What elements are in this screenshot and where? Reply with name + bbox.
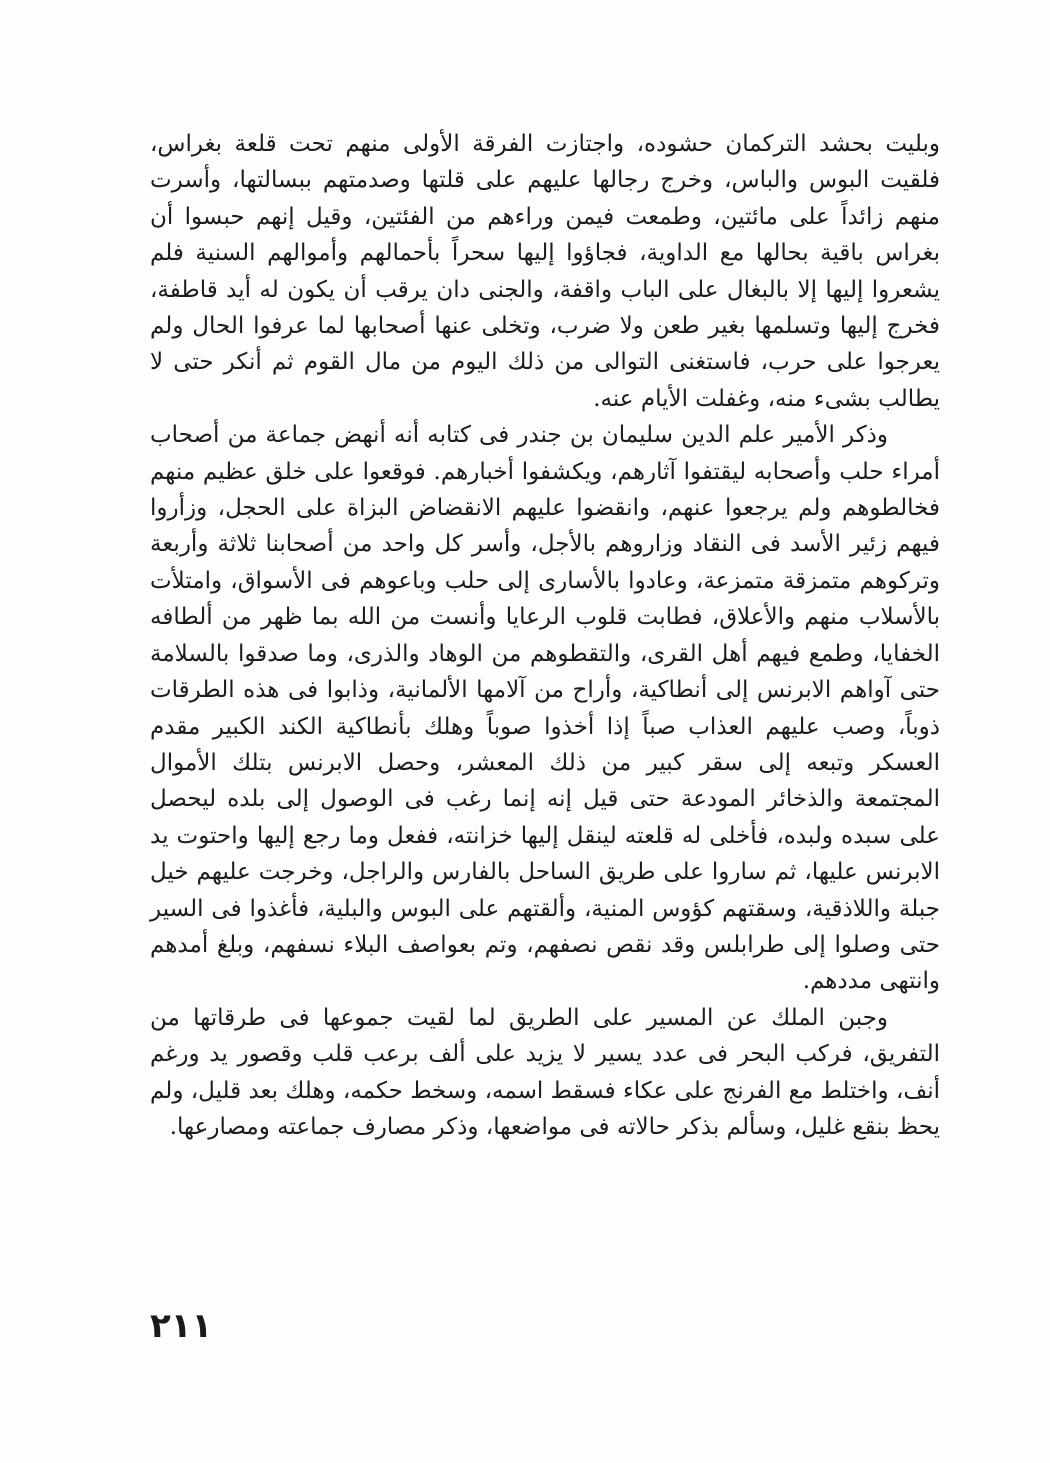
page-number: ٢١١ [150,1306,213,1346]
body-text [150,126,940,1145]
paragraph-2: وذكر الأمير علم الدين سليمان بن جندر فى كتابه أنه أنهض جماعة من أصحاب أمراء حلب وأصحابه ليقتفوا آثارهم، ويكشفوا أخبارهم. فوقعوا على خلق عظيم منهم فخالطوهم ولم يرجعوا عنهم، وانقضوا عليهم الانقضاض البزاة على الحجل، وزأروا فيهم زئير الأسد فى النقاد وزاروهم بالأجل، وأسر كل واحد من أصحابنا ثلاثة وأربعة وتركوهم متمزقة متمزعة، وعادوا بالأسارى إلى حلب وباعوهم فى الأسواق، وامتلأت بالأسلاب منهم والأعلاق، فطابت قلوب الرعايا وأنست من الله بما ظهر من ألطافه الخفايا، وطمع فيهم أهل القرى، والتقطوهم من الوهاد والذرى، وما صدقوا بالسلامة حتى آواهم الابرنس إلى أنطاكية، وأراح من آلامها الألمانية، وذابوا فى هذه الطرقات ذوباً، وصب عليهم العذاب صباً إذا أخذوا صوباً وهلك بأنطاكية الكند الكبير مقدم العسكر وتبعه إلى سقر كبير من ذلك المعشر، وحصل الابرنس بتلك الأموال المجتمعة والذخائر المودعة حتى قيل إنه إنما رغب فى الوصول إلى بلده ليحصل على سبده ولبده، فأخلى له قلعته لينقل إليها خزانته، ففعل وما رجع إليها واحتوت يد الابرنس عليها، ثم ساروا على طريق الساحل بالفارس والراجل، وخرجت عليهم خيل جبلة واللاذقية، وسقتهم كؤوس المنية، وألقتهم على البوس والبلية، فأغذوا فى السير حتى وصلوا إلى طرابلس وقد نقص نصفهم، وتم بعواصف البلاء نسفهم، وبلغ أمدهم وانتهى مددهم. [150,422,940,995]
paragraph-1: وبليت بحشد التركمان حشوده، واجتازت الفرقة الأولى منهم تحت قلعة بغراس، فلقيت البوس والباس، وخرج رجالها عليهم على قلتها وصدمتهم ببسالتها، وأسرت منهم زائداً على مائتين، وطمعت فيمن وراءهم من الفئتين، وقيل إنهم حبسوا أن بغراس باقية بحالها مع الداوية، فجاؤوا إليها سحراً بأحمالهم وأموالهم السنية فلم يشعروا إليها إلا بالبغال على الباب واقفة، والجنى دان يرقب أن يكون له أيد قاطفة، فخرج إليها وتسلمها بغير طعن ولا ضرب، وتخلى عنها أصحابها لما عرفوا الحال ولم يعرجوا على حرب، فاستغنى التوالى من ذلك اليوم من مال القوم ثم أنكر حتى لا يطالب بشىء منه، وغفلت الأيام عنه. [150,131,940,412]
paragraph-3: وجبن الملك عن المسير على الطريق لما لقيت جموعها فى طرقاتها من التفريق، فركب البحر فى عدد يسير لا يزيد على ألف برعب قلب وقصور يد ورغم أنف، واختلط مع الفرنج على عكاء فسقط اسمه، وسخط حكمه، وهلك بعد قليل، ولم يحظ بنقع غليل، وسألم بذكر حالاته فى مواضعها، وذكر مصارف جماعته ومصارعها. [150,1004,940,1140]
